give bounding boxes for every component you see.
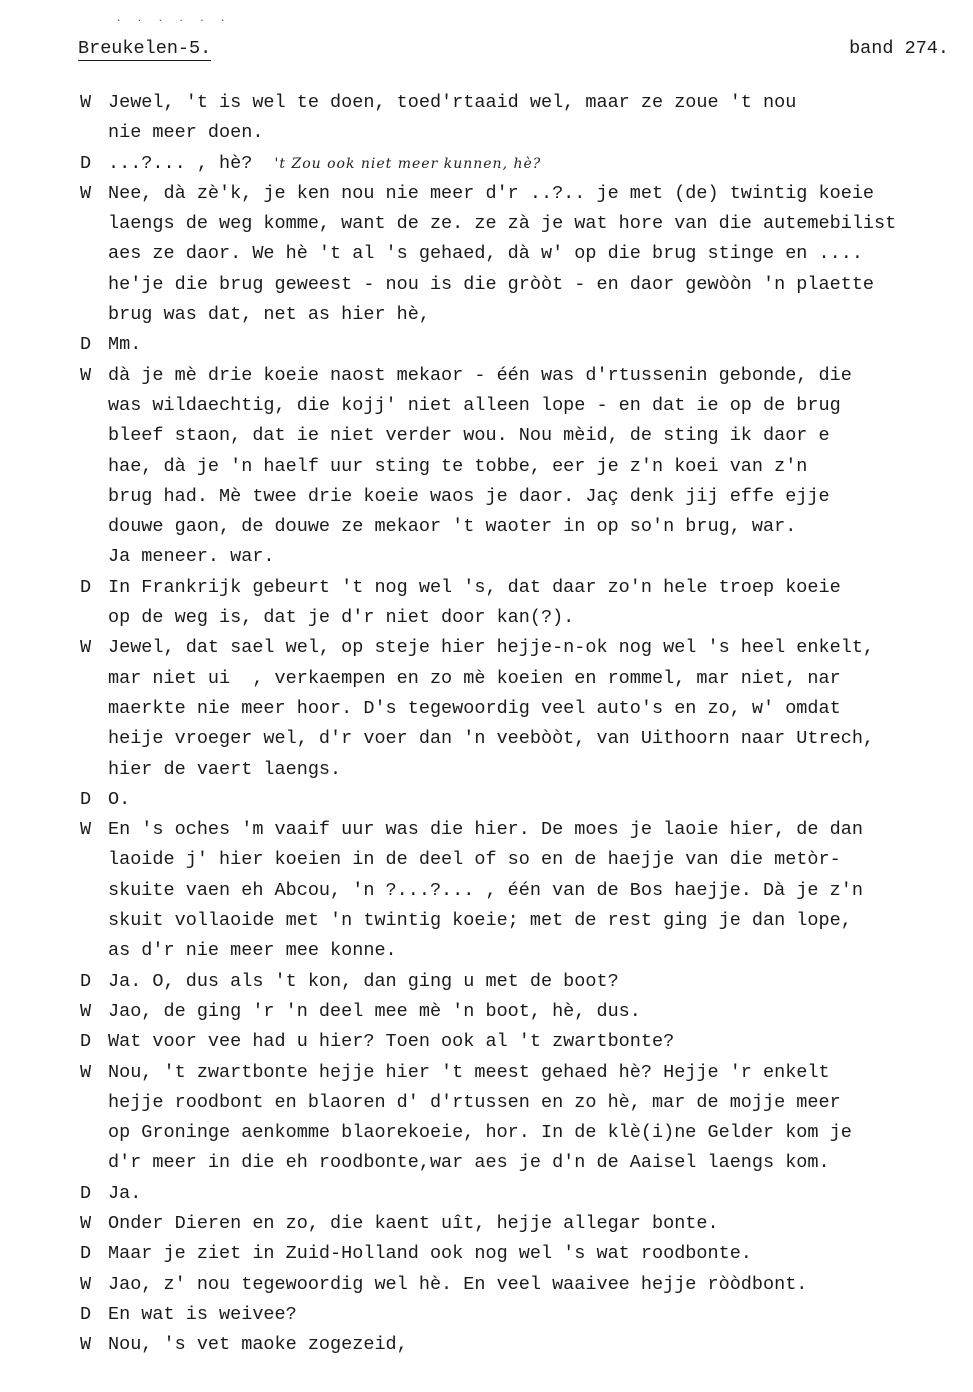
line-text: In Frankrijk gebeurt 't nog wel 's, dat daar zo'n hele troep koeie [108, 576, 841, 598]
turn-text [108, 1270, 960, 1300]
line-text: Jao, de ging 'r 'n deel mee mè 'n boot, hè, dus. [108, 1000, 641, 1022]
line-text: op de weg is, dat je d'r niet door kan(?). [108, 607, 575, 629]
transcript-turn [80, 1058, 960, 1179]
speaker-label: W [80, 182, 92, 204]
text-line [108, 1118, 960, 1148]
top-marks: . . . . . . [116, 14, 231, 24]
transcript-turn [80, 633, 960, 784]
text-line [108, 1300, 960, 1330]
text-line [108, 755, 960, 785]
text-line [108, 149, 960, 179]
text-line [108, 724, 960, 754]
transcript-turn [80, 1027, 960, 1057]
text-line [108, 1088, 960, 1118]
line-text: was wildaechtig, die kojj' niet alleen lope - en dat ie op de brug [108, 394, 841, 416]
line-text: hae, dà je 'n haelf uur sting te tobbe, eer je z'n koei van z'n [108, 455, 808, 477]
transcript-turn [80, 967, 960, 997]
turn-text [108, 149, 960, 179]
text-line [108, 1027, 960, 1057]
handwritten-annotation: 't Zou ook niet meer kunnen, hè? [274, 155, 542, 172]
line-text: En 's oches 'm vaaif uur was die hier. De moes je laoie hier, de dan [108, 819, 863, 841]
line-text: Onder Dieren en zo, die kaent uît, hejje allegar bonte. [108, 1212, 719, 1234]
line-text: laengs de weg komme, want de ze. ze zà je wat hore van die autemebilist [108, 213, 897, 235]
transcript-turn [80, 1239, 960, 1269]
transcript-turn [80, 815, 960, 966]
text-line [108, 1239, 960, 1269]
speaker-label: D [80, 152, 92, 174]
speaker-label: W [80, 819, 92, 841]
text-line [108, 967, 960, 997]
speaker-label: D [80, 1243, 92, 1265]
document-title: Breukelen-5. [78, 38, 212, 59]
text-line [108, 361, 960, 391]
transcript-turn [80, 997, 960, 1027]
turn-text [108, 1209, 960, 1239]
transcript-turn [80, 179, 960, 330]
text-line [108, 1179, 960, 1209]
transcript-turn [80, 1179, 960, 1209]
line-text: brug had. Mè twee drie koeie waos je daor. Jaç denk jij effe ejje [108, 485, 830, 507]
line-text: dà je mè drie koeie naost mekaor - één was d'rtussenin gebonde, die [108, 364, 852, 386]
line-text: O. [108, 788, 131, 810]
turn-text [108, 997, 960, 1027]
line-text: Nou, 's vet maoke zogezeid, [108, 1334, 408, 1356]
line-text: Nee, dà zè'k, je ken nou nie meer d'r ..?.. je met (de) twintig koeie [108, 182, 875, 204]
turn-text [108, 330, 960, 360]
transcript-turn [80, 785, 960, 815]
speaker-label: W [80, 1061, 92, 1083]
speaker-label: W [80, 1000, 92, 1022]
text-line [108, 1209, 960, 1239]
text-line [108, 845, 960, 875]
speaker-label: W [80, 92, 92, 113]
speaker-label: D [80, 1303, 92, 1325]
line-text: Mm. [108, 334, 142, 356]
transcript-turn [80, 149, 960, 179]
line-text: hejje roodbont en blaoren d' d'rtussen en zo hè, mar de mojje meer [108, 1091, 841, 1113]
line-text: laoide j' hier koeien in de deel of so en de haejje van die metòr- [108, 849, 841, 871]
text-line [108, 88, 960, 118]
line-text: as d'r nie meer mee konne. [108, 940, 397, 962]
turn-text [108, 1239, 960, 1269]
line-text: heije vroeger wel, d'r voer dan 'n veebòòt, van Uithoorn naar Utrech, [108, 728, 875, 750]
turn-text [108, 633, 960, 784]
text-line [108, 573, 960, 603]
text-line [108, 452, 960, 482]
transcript [80, 88, 960, 1360]
speaker-label: D [80, 1031, 92, 1053]
text-line [108, 1270, 960, 1300]
tape-number: band 274. [849, 38, 949, 59]
line-text: maerkte nie meer hoor. D's tegewoordig veel auto's en zo, w' omdat [108, 697, 841, 719]
turn-text [108, 1300, 960, 1330]
text-line [108, 118, 960, 148]
transcript-turn [80, 1209, 960, 1239]
transcript-turn [80, 361, 960, 573]
line-text: Ja meneer. war. [108, 546, 275, 568]
speaker-label: D [80, 970, 92, 992]
text-line [108, 391, 960, 421]
turn-text [108, 1027, 960, 1057]
line-text: brug was dat, net as hier hè, [108, 304, 430, 326]
speaker-label: W [80, 637, 92, 659]
text-line [108, 542, 960, 572]
text-line [108, 785, 960, 815]
text-line [108, 1148, 960, 1178]
transcript-turn [80, 573, 960, 634]
speaker-label: W [80, 1212, 92, 1234]
transcript-turn [80, 330, 960, 360]
text-line [108, 482, 960, 512]
text-line [108, 815, 960, 845]
turn-text [108, 1330, 960, 1360]
line-text: hier de vaert laengs. [108, 758, 342, 780]
line-text: aes ze daor. We hè 't al 's gehaed, dà w' op die brug stinge en .... [108, 243, 863, 265]
line-text: Ja. O, dus als 't kon, dan ging u met de boot? [108, 970, 619, 992]
line-text: skuite vaen eh Abcou, 'n ?...?... , één van de Bos haejje. Dà je z'n [108, 879, 863, 901]
transcript-turn [80, 1270, 960, 1300]
line-text: d'r meer in die eh roodbonte,war aes je d'n de Aaisel laengs kom. [108, 1152, 830, 1174]
turn-text [108, 361, 960, 573]
text-line [108, 421, 960, 451]
speaker-label: D [80, 576, 92, 598]
text-line [108, 179, 960, 209]
line-text: he'je die brug geweest - nou is die gròòt - en daor gewòòn 'n plaette [108, 273, 875, 295]
turn-text [108, 573, 960, 634]
turn-text [108, 785, 960, 815]
text-line [108, 209, 960, 239]
text-line [108, 664, 960, 694]
text-line [108, 936, 960, 966]
turn-text [108, 179, 960, 330]
line-text: Jao, z' nou tegewoordig wel hè. En veel waaivee hejje ròòdbont. [108, 1273, 808, 1295]
turn-text [108, 1179, 960, 1209]
line-text: bleef staon, dat ie niet verder wou. Nou mèid, de sting ik daor e [108, 425, 830, 447]
text-line [108, 876, 960, 906]
line-text: ...?... , hè? [108, 152, 253, 174]
speaker-label: D [80, 788, 92, 810]
text-line [108, 512, 960, 542]
line-text: Maar je ziet in Zuid-Holland ook nog wel 's wat roodbonte. [108, 1243, 752, 1265]
line-text: En wat is weivee? [108, 1303, 297, 1325]
turn-text [108, 967, 960, 997]
line-text: skuit vollaoide met 'n twintig koeie; met de rest ging je dan lope, [108, 910, 852, 932]
text-line [108, 1058, 960, 1088]
line-text: op Groninge aenkomme blaorekoeie, hor. In de klè(i)ne Gelder kom je [108, 1122, 852, 1144]
turn-text [108, 1058, 960, 1179]
text-line [108, 633, 960, 663]
speaker-label: W [80, 1334, 92, 1356]
line-text: Jewel, dat sael wel, op steje hier hejje-n-ok nog wel 's heel enkelt, [108, 637, 875, 659]
turn-text [108, 815, 960, 966]
transcript-turn [80, 1300, 960, 1330]
speaker-label: W [80, 364, 92, 386]
text-line [108, 997, 960, 1027]
line-text: douwe gaon, de douwe ze mekaor 't waoter in op so'n brug, war. [108, 516, 797, 538]
text-line [108, 1330, 960, 1360]
speaker-label: D [80, 1182, 92, 1204]
text-line [108, 694, 960, 724]
text-line [108, 239, 960, 269]
line-text: Ja. [108, 1182, 142, 1204]
text-line [108, 300, 960, 330]
line-text: mar niet ui , verkaempen en zo mè koeien en rommel, mar niet, nar [108, 667, 841, 689]
text-line [108, 270, 960, 300]
line-text: Wat voor vee had u hier? Toen ook al 't zwartbonte? [108, 1031, 675, 1053]
speaker-label: D [80, 334, 92, 356]
line-text: Nou, 't zwartbonte hejje hier 't meest gehaed hè? Hejje 'r enkelt [108, 1061, 830, 1083]
line-text: Jewel, 't is wel te doen, toed'rtaaid wel, maar ze zoue 't nou [108, 92, 797, 113]
turn-text [108, 88, 960, 149]
speaker-label: W [80, 1273, 92, 1295]
text-line [108, 906, 960, 936]
text-line [108, 330, 960, 360]
text-line [108, 603, 960, 633]
line-text: nie meer doen. [108, 122, 264, 144]
transcript-turn [80, 88, 960, 149]
transcript-turn [80, 1330, 960, 1360]
